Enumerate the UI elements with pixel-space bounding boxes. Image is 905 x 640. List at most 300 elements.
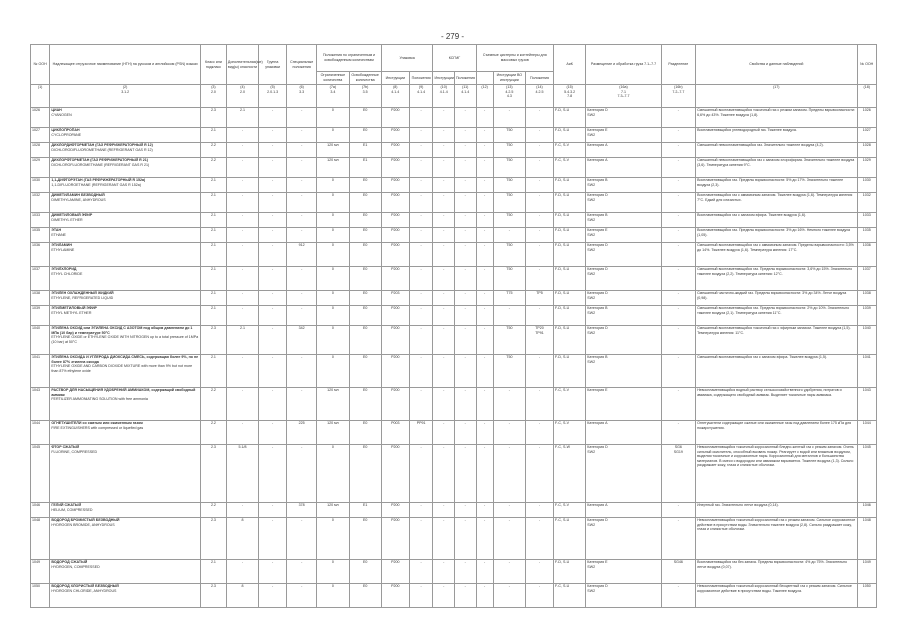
table-body: [31, 108, 877, 608]
un-number-right: 1038: [857, 291, 877, 306]
subrisk: 8: [226, 518, 258, 560]
segregation: -: [661, 213, 695, 228]
packing-group: -: [259, 267, 287, 291]
properties: Воспламеняющийся газ с запахом эфира. Тяжелее воздуха (1,6).: [696, 213, 857, 228]
table-row: [31, 291, 877, 306]
subrisk: -: [226, 267, 258, 291]
col-stowage: Размещение и обработка груза 7.1–7.7: [586, 45, 661, 85]
tank-instruction: -: [493, 518, 525, 560]
packing-provision: -: [409, 108, 433, 128]
stowage: Категория В SW2: [586, 213, 661, 228]
un-number: 1039: [31, 306, 50, 326]
ems: F-D, S-U: [554, 306, 586, 326]
un-number-right: 1033: [857, 213, 877, 228]
un-number-right: 1041: [857, 355, 877, 388]
packing-group: -: [259, 445, 287, 503]
shipping-name-en: 1,1-DIFLUOROETHANE (REFRIGERANT GAS R 152a): [51, 182, 141, 187]
shipping-name-en: FERTILIZER AMMONIATING SOLUTION with free ammonia: [51, 397, 148, 402]
limited-qty: 0: [317, 326, 349, 355]
tank-provision: -: [526, 421, 554, 445]
ibc-provision: -: [454, 388, 476, 421]
shipping-name: [50, 193, 201, 213]
packing-group: -: [259, 193, 287, 213]
shipping-name-en: DIMETHYLAMINE, ANHYDROUS: [51, 197, 106, 202]
col-special-provisions: Специальные положения: [287, 45, 317, 85]
properties: Воспламеняющийся углеводородный газ. Тяжелее воздуха.: [696, 128, 857, 143]
properties: Невоспламеняющийся токсичный коррозионный газ с резким запахом. Сильное коррозионное действие в присутствии воды. Значительно тяжелее воздуха (2,8). Сильно раздражает кожу, глаза и слизистые оболочки.: [696, 518, 857, 560]
sub-tank-instr: Инструкции ВО инструкции: [493, 72, 525, 85]
excepted-qty: E1: [349, 158, 381, 178]
packing-instruction: P003: [381, 421, 409, 445]
tank-instruction: T50: [493, 128, 525, 143]
segregation: -: [661, 243, 695, 267]
column-code: (5) 2.0.1.3: [259, 85, 287, 108]
ibc-instruction: -: [433, 306, 455, 326]
packing-provision: -: [409, 584, 433, 608]
segregation: -: [661, 108, 695, 128]
limited-qty: 0: [317, 291, 349, 306]
subrisk: 2.1: [226, 108, 258, 128]
shipping-name-ru: ВОДОРОД ХЛОРИСТЫЙ БЕЗВОДНЫЙ: [51, 584, 119, 588]
shipping-name-ru: ЭТАН: [51, 228, 62, 232]
col-ems: АиК: [554, 45, 586, 85]
col-limited-excepted: Положения по ограниченным и освобожденным количествам: [317, 45, 382, 72]
properties: Воспламеняющийся газ. Пределы взрывоопасности: 5% до 17%. Значительно тяжелее воздуха (2,3).: [696, 178, 857, 193]
un-number-right: 1046: [857, 503, 877, 518]
tank-col12: -: [476, 326, 493, 355]
class: 2.2: [201, 503, 227, 518]
ems: F-D, S-U: [554, 193, 586, 213]
tank-provision: -: [526, 560, 554, 584]
limited-qty: 0: [317, 355, 349, 388]
stowage: Категория В SW2: [586, 306, 661, 326]
segregation: -: [661, 291, 695, 306]
shipping-name: [50, 228, 201, 243]
special-provisions: -: [287, 178, 317, 193]
class: 2.3: [201, 326, 227, 355]
tank-instruction: -: [493, 445, 525, 503]
header-row-main: [31, 45, 877, 72]
subrisk: -: [226, 503, 258, 518]
column-code: (14) 4.2.5: [526, 85, 554, 108]
packing-instruction: P200: [381, 158, 409, 178]
class: 2.1: [201, 128, 227, 143]
special-provisions: 225: [287, 421, 317, 445]
class: 2.2: [201, 421, 227, 445]
column-code: (12): [476, 85, 493, 108]
column-code: (13) 4.2.5 4.3: [493, 85, 525, 108]
tank-provision: -: [526, 355, 554, 388]
ibc-instruction: -: [433, 326, 455, 355]
shipping-name-en: DICHLOROFLUOROMETHANE (REFRIGERANT GAS R 21): [51, 162, 150, 167]
ibc-instruction: -: [433, 445, 455, 503]
ems: F-D, S-U: [554, 291, 586, 306]
special-provisions: -: [287, 560, 317, 584]
un-number-right: 1048: [857, 518, 877, 560]
properties: Смешанный воспламеняющийся токсичный газ с эфирным запахом. Тяжелее воздуха (1,5). Температура кипения: 11°C.: [696, 326, 857, 355]
limited-qty: 120 мл: [317, 388, 349, 421]
packing-provision: -: [409, 306, 433, 326]
sub-tank-empty: [476, 72, 493, 85]
tank-provision: -: [526, 584, 554, 608]
col-segregation: Разделение: [661, 45, 695, 85]
un-number-right: 1037: [857, 267, 877, 291]
column-code: (9) 4.1.4: [409, 85, 433, 108]
excepted-qty: E0: [349, 108, 381, 128]
ems: F-D, S-U: [554, 213, 586, 228]
shipping-name: [50, 503, 201, 518]
ems: F-C, S-V: [554, 143, 586, 158]
packing-provision: PP91: [409, 421, 433, 445]
tank-instruction: T50: [493, 267, 525, 291]
shipping-name-ru: 1,1-ДИФТОРЭТАН (ГАЗ РЕФРИЖЕРАТОРНЫЙ R 152a): [51, 178, 146, 182]
tank-instruction: T50: [493, 178, 525, 193]
properties: Смешанный невоспламеняющийся газ. Значительно тяжелее воздуха (4,2).: [696, 143, 857, 158]
ibc-provision: -: [454, 445, 476, 503]
stowage: Категория Е: [586, 388, 661, 421]
subrisk: -: [226, 213, 258, 228]
packing-group: -: [259, 243, 287, 267]
shipping-name: [50, 306, 201, 326]
packing-group: -: [259, 143, 287, 158]
packing-instruction: P200: [381, 178, 409, 193]
packing-instruction: P200: [381, 267, 409, 291]
un-number: 1049: [31, 560, 50, 584]
properties: Воспламеняющийся газ. Пределы взрывоопасности: 3% до 16%. Немного тяжелее воздуха (1,05).: [696, 228, 857, 243]
col-subrisk: Дополнительная(ые) вид(ы) опасности: [226, 45, 258, 85]
col-tanks: Съемные цистерны и контейнеры для массовых грузов: [476, 45, 554, 72]
subrisk: -: [226, 355, 258, 388]
class: 2.1: [201, 228, 227, 243]
stowage: Категория В SW2: [586, 355, 661, 388]
special-provisions: -: [287, 228, 317, 243]
segregation: -: [661, 326, 695, 355]
excepted-qty: E0: [349, 267, 381, 291]
tank-provision: -: [526, 178, 554, 193]
ems: F-C, S-V: [554, 503, 586, 518]
tank-provision: -: [526, 445, 554, 503]
excepted-qty: E0: [349, 445, 381, 503]
properties: Смешанный воспламеняющийся газ с аммиачным запахом. Пределы взрывоопасности: 3,5% до 14%. Тяжелее воздуха (1,6). Температура кипения: 17°C.: [696, 243, 857, 267]
column-code: (16a) 7.1 7.3–7.7: [586, 85, 661, 108]
un-number: 1032: [31, 193, 50, 213]
packing-instruction: P200: [381, 518, 409, 560]
packing-instruction: P200: [381, 213, 409, 228]
table-row: [31, 243, 877, 267]
column-code: (7b) 3.5: [349, 85, 381, 108]
col-class: Класс или подкласс: [201, 45, 227, 85]
properties: Смешанный невоспламеняющийся газ с запахом хлороформа. Значительно тяжелее воздуха (3,6). Температура кипения 9°C.: [696, 158, 857, 178]
un-number: 1029: [31, 158, 50, 178]
packing-provision: -: [409, 213, 433, 228]
tank-provision: -: [526, 243, 554, 267]
tank-instruction: -: [493, 306, 525, 326]
column-code: (16b) 7.2–7.7: [661, 85, 695, 108]
excepted-qty: E0: [349, 291, 381, 306]
special-provisions: -: [287, 158, 317, 178]
column-code: (8) 4.1.4: [381, 85, 409, 108]
packing-group: -: [259, 306, 287, 326]
special-provisions: -: [287, 306, 317, 326]
ibc-instruction: -: [433, 143, 455, 158]
packing-provision: -: [409, 128, 433, 143]
packing-instruction: P200: [381, 193, 409, 213]
ibc-instruction: -: [433, 355, 455, 388]
limited-qty: 0: [317, 560, 349, 584]
table-row: [31, 503, 877, 518]
stowage: Категория D SW2: [586, 243, 661, 267]
packing-group: -: [259, 421, 287, 445]
shipping-name-en: CYCLOPROPANE: [51, 132, 82, 137]
shipping-name-en: ETHYL METHYL ETHER: [51, 310, 92, 315]
special-provisions: -: [287, 355, 317, 388]
column-code: (6) 3.3: [287, 85, 317, 108]
subrisk: -: [226, 243, 258, 267]
ibc-instruction: -: [433, 228, 455, 243]
limited-qty: 0: [317, 243, 349, 267]
limited-qty: 0: [317, 518, 349, 560]
table-row: [31, 143, 877, 158]
special-provisions: -: [287, 518, 317, 560]
excepted-qty: E0: [349, 518, 381, 560]
ems: F-C, S-V: [554, 388, 586, 421]
packing-provision: -: [409, 291, 433, 306]
packing-group: -: [259, 128, 287, 143]
tank-provision: -: [526, 503, 554, 518]
class: 2.2: [201, 388, 227, 421]
special-provisions: 912: [287, 243, 317, 267]
packing-instruction: P200: [381, 228, 409, 243]
column-code: (2) 3.1.2: [50, 85, 201, 108]
class: 2.2: [201, 143, 227, 158]
shipping-name: [50, 108, 201, 128]
tank-instruction: T50: [493, 326, 525, 355]
page-number: - 279 -: [440, 32, 465, 41]
sub-ibc-prov: Положения: [454, 72, 476, 85]
tank-instruction: -: [493, 108, 525, 128]
segregation: SG46: [661, 560, 695, 584]
ibc-instruction: -: [433, 584, 455, 608]
subrisk: 8: [226, 584, 258, 608]
shipping-name-en: HELIUM, COMPRESSED: [51, 507, 93, 512]
subrisk: -: [226, 178, 258, 193]
ems: F-D, S-U: [554, 243, 586, 267]
shipping-name-ru: ЭТИЛЕНА ОКСИДА И УГЛЕРОДА ДИОКСИДА СМЕСЬ, содержащая более 9%, но не более 87% этилена оксида: [51, 355, 199, 364]
un-number: 1026: [31, 108, 50, 128]
sub-tank-prov: Положения: [526, 72, 554, 85]
packing-provision: -: [409, 560, 433, 584]
un-number-right: 1049: [857, 560, 877, 584]
tank-col12: -: [476, 518, 493, 560]
column-code: (18): [857, 85, 877, 108]
table-row: [31, 584, 877, 608]
segregation: -: [661, 388, 695, 421]
ibc-provision: -: [454, 355, 476, 388]
table-row: [31, 445, 877, 503]
ibc-provision: -: [454, 128, 476, 143]
ibc-instruction: -: [433, 560, 455, 584]
col-properties: Свойства и данные наблюдений: [696, 45, 857, 85]
packing-instruction: P200: [381, 128, 409, 143]
class: 2.1: [201, 355, 227, 388]
class: 2.1: [201, 243, 227, 267]
limited-qty: 120 мл: [317, 503, 349, 518]
sub-pack-prov: Положения: [409, 72, 433, 85]
stowage: Категория D SW2: [586, 326, 661, 355]
column-code: (7a) 3.4: [317, 85, 349, 108]
packing-provision: -: [409, 158, 433, 178]
packing-group: -: [259, 291, 287, 306]
un-number-right: 1045: [857, 445, 877, 503]
column-code: (15) 5.4.3.2 7.8: [554, 85, 586, 108]
shipping-name-ru: ЦИКЛОПРОПАН: [51, 128, 80, 132]
ems: F-C, S-V: [554, 421, 586, 445]
header-row-codes: [31, 85, 877, 108]
special-provisions: 342: [287, 326, 317, 355]
shipping-name-ru: ЭТИЛАМИН: [51, 243, 72, 247]
un-number: 1050: [31, 584, 50, 608]
excepted-qty: E0: [349, 584, 381, 608]
ibc-provision: -: [454, 143, 476, 158]
class: 2.1: [201, 291, 227, 306]
ems: F-D, S-U: [554, 267, 586, 291]
class: 2.1: [201, 178, 227, 193]
ems: F-C, S-W: [554, 445, 586, 503]
subrisk: 5.1/8: [226, 445, 258, 503]
ibc-provision: -: [454, 584, 476, 608]
shipping-name-en: ETHYLENE, REFRIGERATED LIQUID: [51, 295, 114, 300]
properties: Воспламеняющийся газ с аммиачным запахом. Тяжелее воздуха (1,6). Температура кипения 7°C. Едкий для слизистых.: [696, 193, 857, 213]
packing-group: -: [259, 228, 287, 243]
un-number: 1027: [31, 128, 50, 143]
excepted-qty: E0: [349, 306, 381, 326]
subrisk: -: [226, 560, 258, 584]
packing-group: -: [259, 503, 287, 518]
ibc-provision: -: [454, 421, 476, 445]
segregation: -: [661, 267, 695, 291]
tank-col12: -: [476, 560, 493, 584]
segregation: -: [661, 518, 695, 560]
properties: Смешанный воспламеняющийся газ с запахом эфира. Тяжелее воздуха (1,5).: [696, 355, 857, 388]
shipping-name-en: ETHYLAMINE: [51, 247, 75, 252]
shipping-name-ru: ОГНЕТУШИТЕЛИ со сжатым или сжиженным газом: [51, 421, 143, 425]
packing-provision: -: [409, 143, 433, 158]
tank-col12: -: [476, 143, 493, 158]
un-number-right: 1026: [857, 108, 877, 128]
segregation: SG6 SG19: [661, 445, 695, 503]
stowage: Категория Е SW2: [586, 228, 661, 243]
stowage: Категория В SW2: [586, 178, 661, 193]
table-row: [31, 108, 877, 128]
packing-group: -: [259, 158, 287, 178]
shipping-name-ru: ЭТИЛХЛОРИД: [51, 267, 77, 271]
tank-provision: -: [526, 213, 554, 228]
packing-instruction: P200: [381, 355, 409, 388]
subrisk: 2.1: [226, 326, 258, 355]
packing-group: -: [259, 584, 287, 608]
shipping-name: [50, 326, 201, 355]
subrisk: -: [226, 228, 258, 243]
limited-qty: 0: [317, 228, 349, 243]
tank-provision: -: [526, 143, 554, 158]
special-provisions: -: [287, 108, 317, 128]
un-number: 1037: [31, 267, 50, 291]
tank-instruction: T50: [493, 355, 525, 388]
shipping-name: [50, 128, 201, 143]
ibc-provision: -: [454, 108, 476, 128]
properties: Смешанный частично-жидкий газ. Пределы взрывоопасности: 3% до 34%. Легче воздуха (0,98).: [696, 291, 857, 306]
packing-instruction: P200: [381, 108, 409, 128]
packing-group: -: [259, 518, 287, 560]
class: 2.3: [201, 445, 227, 503]
shipping-name-en: ETHYLENE OXIDE AND CARBON DIOXIDE MIXTURE with more than 9% but not more than 87% ethylene oxide: [51, 364, 193, 373]
special-provisions: -: [287, 584, 317, 608]
shipping-name-ru: РАСТВОР ДЛЯ НАСЫЩЕНИЯ УДОБРЕНИЙ АММИАКОМ, содержащий свободный аммиак: [51, 388, 196, 397]
excepted-qty: E1: [349, 503, 381, 518]
excepted-qty: E0: [349, 388, 381, 421]
packing-group: -: [259, 213, 287, 228]
packing-group: -: [259, 178, 287, 193]
ibc-instruction: -: [433, 193, 455, 213]
tank-provision: -: [526, 306, 554, 326]
shipping-name: [50, 421, 201, 445]
packing-instruction: P200: [381, 584, 409, 608]
segregation: -: [661, 128, 695, 143]
shipping-name-ru: ЦИАН: [51, 108, 62, 112]
limited-qty: 0: [317, 178, 349, 193]
tank-provision: -: [526, 518, 554, 560]
shipping-name-ru: ДИХЛОРДИФТОРМЕТАН (ГАЗ РЕФРИЖЕРАТОРНЫЙ R 12): [51, 143, 153, 147]
tank-col12: -: [476, 213, 493, 228]
excepted-qty: E0: [349, 243, 381, 267]
column-code: (11) 4.1.4: [454, 85, 476, 108]
stowage: Категория А: [586, 503, 661, 518]
un-number: 1040: [31, 326, 50, 355]
special-provisions: -: [287, 193, 317, 213]
limited-qty: 0: [317, 108, 349, 128]
shipping-name: [50, 388, 201, 421]
un-number-right: 1050: [857, 584, 877, 608]
packing-provision: -: [409, 518, 433, 560]
segregation: -: [661, 306, 695, 326]
class: 2.3: [201, 584, 227, 608]
shipping-name-ru: ФТОР СЖАТЫЙ: [51, 445, 80, 449]
ibc-provision: -: [454, 560, 476, 584]
segregation: -: [661, 193, 695, 213]
sub-limited: Ограниченные количества: [317, 72, 349, 85]
ibc-provision: -: [454, 178, 476, 193]
excepted-qty: E0: [349, 421, 381, 445]
shipping-name: [50, 243, 201, 267]
shipping-name-en: DICHLORODIFLUOROMETHANE (REFRIGERANT GAS R 12): [51, 147, 153, 152]
shipping-name-ru: ВОДОРОД СЖАТЫЙ: [51, 560, 88, 564]
special-provisions: -: [287, 445, 317, 503]
class: 2.1: [201, 213, 227, 228]
tank-col12: -: [476, 291, 493, 306]
packing-provision: -: [409, 193, 433, 213]
shipping-name: [50, 518, 201, 560]
stowage: Категория А: [586, 143, 661, 158]
limited-qty: 0: [317, 267, 349, 291]
shipping-name-en: HYDROGEN, COMPRESSED: [51, 564, 100, 569]
packing-group: -: [259, 388, 287, 421]
properties: Смешанный воспламеняющийся газ. Пределы взрывоопасности: 3,6% до 15%. Значительно тяжелее воздуха (2,2). Температура кипения: 12°C.: [696, 267, 857, 291]
column-code: (10) 4.1.4: [433, 85, 455, 108]
packing-group: -: [259, 326, 287, 355]
un-number-right: 1027: [857, 128, 877, 143]
un-number-right: 1035: [857, 228, 877, 243]
ibc-provision: -: [454, 158, 476, 178]
